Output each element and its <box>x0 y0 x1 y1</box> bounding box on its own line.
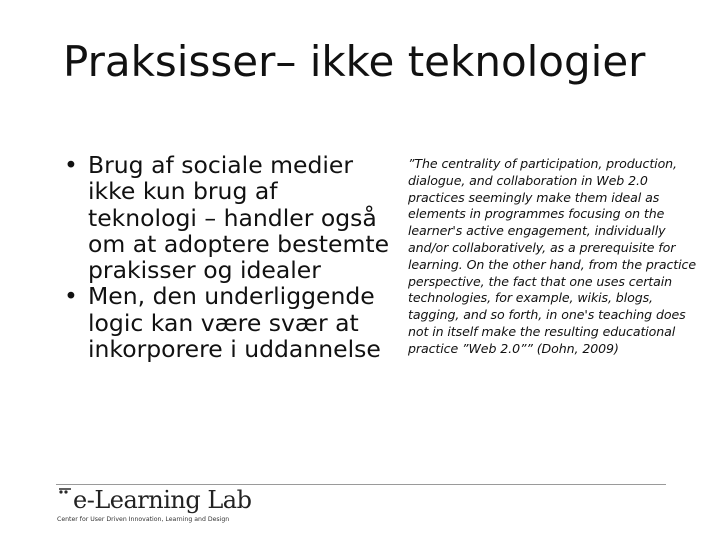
elearning-lab-logo <box>56 486 252 527</box>
bullet-item <box>62 152 392 283</box>
bullet-list <box>62 152 392 362</box>
slide-title: Praksisser– ikke teknologier <box>63 37 646 86</box>
logo-tagline: Center for User Driven Innovation, Learning and Design <box>57 516 230 523</box>
bullet-text: Brug af sociale medier ikke kun brug af teknologi – handler også om at adoptere bestemte prakisser og idealer <box>88 151 390 285</box>
logo-e-mark-icon <box>56 487 74 515</box>
bullet-item <box>62 283 392 362</box>
quote-text: ”The centrality of participation, production, dialogue, and collaboration in Web 2.0 practices seemingly make them ideal as elements in programmes focusing on the learner's active engagement, individually and/or collaboratively, as a prerequisite for learning. On the other hand, from the practice perspective, the fact that one uses certain technologies, for example, wikis, blogs, tagging, and so forth, in one's teaching does not in itself make the resulting educational practice ”Web 2.0”” (Dohn, 2009) <box>408 156 696 356</box>
logo-wordmark: e-Learning Lab <box>73 486 252 514</box>
bullet-marker: • <box>64 282 78 311</box>
bullet-text: Men, den underliggende logic kan være svær at inkorporere i uddannelse <box>88 282 381 364</box>
bullet-marker: • <box>64 151 78 179</box>
